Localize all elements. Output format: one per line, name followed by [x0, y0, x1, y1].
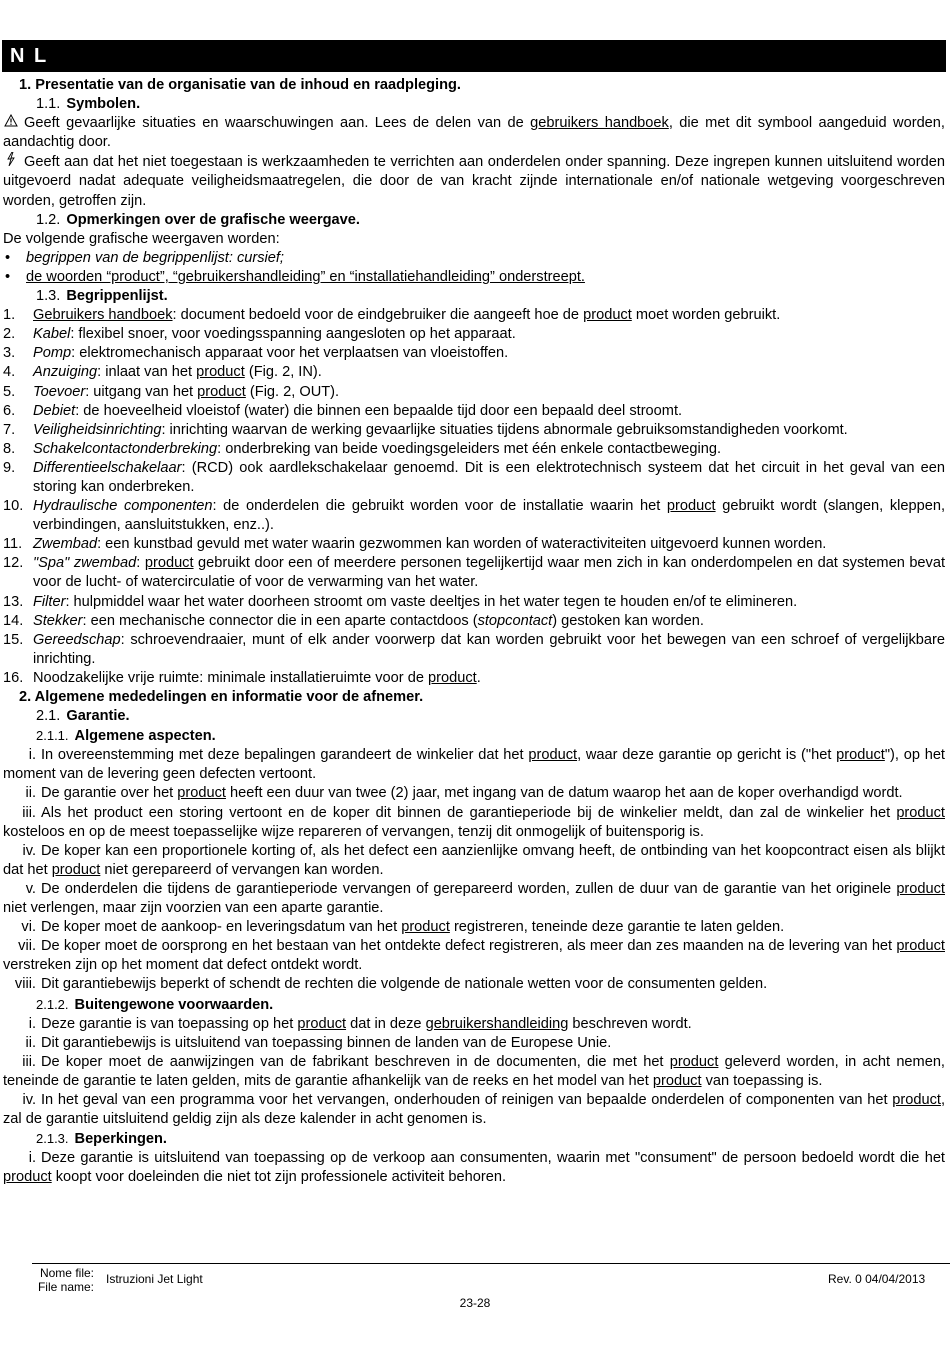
glossary-item: 16. Noodzakelijke vrije ruimte: minimale installatieruimte voor de product. [3, 669, 481, 686]
page-number: 23-28 [459, 1296, 491, 1310]
clause-item: i. In overeenstemming met deze bepalingen garandeert de winkelier dat het product, waar deze garantie op gericht is ("het product"), op het moment van de levering geen defecten vertoont. [3, 747, 945, 783]
section-2-1-2-heading: 2.1.2. Buitengewone voorwaarden. [36, 996, 274, 1013]
footer-file-name: Istruzioni Jet Light [106, 1272, 203, 1286]
section-2-title: 2. Algemene mededelingen en informatie voor de afnemer. [19, 689, 424, 705]
voltage-paragraph: Geeft aan dat het niet toegestaan is werkzaamheden te verrichten aan onderdelen onder spanning. Deze ingrepen kunnen uitsluitend worden uitgevoerd nadat adequate veiligheidsmaatregelen, die door de van kracht zijnde internationale en/of nationale wetgeving voorgeschreven worden, getroffen zijn. [3, 154, 945, 209]
warning-triangle-icon [3, 114, 19, 133]
glossary-item: 2. Kabel: flexibel snoer, voor voedingsspanning aangesloten op het apparaat. [3, 326, 516, 343]
glossary-item: 14. Stekker: een mechanische connector die in een aparte contactdoos (stopcontact) gestoken kan worden. [3, 612, 704, 629]
clause-item: ii. Dit garantiebewijs is uitsluitend van toepassing binnen de landen van de Europese Unie. [25, 1034, 612, 1051]
glossary-item: 3. Pomp: elektromechanisch apparaat voor het verplaatsen van vloeistoffen. [3, 345, 509, 362]
document-body [3, 76, 945, 1187]
clause-item: v. De onderdelen die tijdens de garantieperiode vervangen of gerepareerd worden, zullen de duur van de garantie van het originele product niet verlengen, maar zijn voorzien van een aparte garantie. [3, 880, 945, 917]
footer-divider [32, 1263, 950, 1264]
glossary-item: 10. Hydraulische componenten: de onderdelen die gebruikt worden voor de installatie waarin het product gebruikt wordt (slangen, kleppen, verbindingen, aansluitstukken, enz..). [3, 498, 945, 534]
glossary-item: 12. "Spa" zwembad: product gebruikt door een of meerdere personen tegelijkertijd waar men zich in kan onderdompelen en dat systemen bevat voor de lucht- of watercirculatie of voor de verwarming van het water. [3, 555, 946, 591]
glossary-item: 7. Veiligheidsinrichting: inrichting waarvan de werking gevaarlijke situaties tijdens abnormale gebruiksomstandigheden voorkomt. [3, 421, 848, 438]
glossary-item: 13. Filter: hulpmiddel waar het water doorheen stroomt om vaste deeltjes in het water tegen te houden en/of te elimineren. [3, 593, 798, 610]
clause-item: iv. In het geval van een programma voor het vervangen, onderhouden of reinigen van bepaalde onderdelen of componenten van het product, zal de garantie uitsluitend geldig zijn als deze kalender in acht genomen is. [3, 1091, 945, 1128]
clause-item: iv. De koper kan een proportionele korting of, als het defect een aanzienlijke omvang heeft, de ontbinding van het koopcontract eisen als blijkt dat het product niet gerepareerd of vervangen kan worden. [3, 842, 945, 878]
glossary-item: 6. Debiet: de hoeveelheid vloeistof (water) die binnen een bepaalde tijd door een bepaald deel stroomt. [3, 402, 683, 419]
clause-item: iii. De koper moet de aanwijzingen van de fabrikant beschreven in de documenten, die met het product geleverd worden, in acht nemen, teneinde de garantie te laten gelden, mits de garantie afhankelijk van de reeks en het model van het product van toepassing is. [3, 1053, 945, 1089]
clause-item: viii. Dit garantiebewijs beperkt of schendt de rechten die volgende de nationale wetten voor de consumenten gelden. [14, 976, 768, 993]
section-2-1-1-heading: 2.1.1. Algemene aspecten. [36, 728, 216, 745]
clause-item: vii. De koper moet de oorsprong en het bestaan van het ontdekte defect registreren, als meer dan zes maanden na de levering van het product verstreken zijn op het moment dat defect ontdekt wordt. [3, 938, 945, 974]
list-item: • begrippen van de begrippenlijst: cursief; [5, 249, 284, 266]
section-2-1-heading: 2.1. Garantie. [36, 708, 130, 725]
glossary-item: 11. Zwembad: een kunstbad gevuld met water waarin gezwommen kan worden of wateractiviteiten uitgevoerd kunnen worden. [3, 536, 827, 553]
clause-item: ii. De garantie over het product heeft een duur van twee (2) jaar, met ingang van de datum waarop het aan de koper overhandigd wordt. [25, 785, 903, 802]
section-2-1-3-heading: 2.1.3. Beperkingen. [36, 1131, 167, 1148]
language-header-bar [2, 40, 946, 72]
glossary-item: 9. Differentieelschakelaar: (RCD) ook aardlekschakelaar genoemd. Dit is een elektrotechnisch systeem dat het circuit in het geval van een storing kan onderbreken. [3, 459, 945, 495]
clause-item: i. Deze garantie is van toepassing op het product dat in deze gebruikershandleiding beschreven wordt. [28, 1015, 692, 1032]
clause-item: vi. De koper moet de aankoop- en leveringsdatum van het product registreren, teneinde deze garantie te laten gelden. [21, 919, 785, 936]
clause-item: i. Deze garantie is uitsluitend van toepassing op de verkoop aan consumenten, waarin met "consument" de persoon bedoeld wordt die het product koopt voor doeleinden die niet tot zijn professionele activiteit behoren. [3, 1150, 945, 1186]
glossary-item: 4. Anzuiging: inlaat van het product (Fig. 2, IN). [3, 364, 322, 381]
clause-item: iii. Als het product een storing vertoont en de koper dit binnen de garantieperiode bij de winkelier meldt, dan zal de winkelier het product kosteloos en op de meest toepasselijke wijze repareren of vervangen, tenzij dit onmogelijk of buitensporig is. [3, 804, 945, 840]
glossary-item: 8. Schakelcontactonderbreking: onderbreking van beide voedingsgeleiders met één enkele contactbeweging. [3, 440, 721, 457]
section-1-title: 1. Presentatie van de organisatie van de inhoud en raadpleging. [19, 77, 461, 93]
warning-paragraph: Geeft gevaarlijke situaties en waarschuwingen aan. Lees de delen van de gebruikers handboek, die met dit symbool aangeduid worden, aandachtig door. [3, 115, 945, 151]
graphics-intro: De volgende grafische weergaven worden: [3, 230, 280, 247]
language-code: N L [10, 45, 49, 67]
footer-revision: Rev. 0 04/04/2013 [828, 1272, 926, 1286]
glossary-item: 5. Toevoer: uitgang van het product (Fig. 2, OUT). [3, 383, 340, 400]
section-1-1-heading: 1.1. Symbolen. [36, 96, 141, 113]
glossary-item: 15. Gereedschap: schroevendraaier, munt of elk ander voorwerp dat kan worden gebruikt voor het bewegen van een schroef of vergelijkbare inrichting. [3, 631, 945, 667]
footer-file-label: Nome file: File name: [37, 1266, 94, 1294]
glossary-item: 1. Gebruikers handboek: document bedoeld voor de eindgebruiker die aangeeft hoe de product moet worden gebruikt. [3, 307, 781, 324]
section-1-2-heading: 1.2. Opmerkingen over de grafische weergave. [36, 211, 360, 228]
section-1-3-heading: 1.3. Begrippenlijst. [36, 288, 168, 305]
list-item: • de woorden “product”, “gebruikershandleiding” en “installatiehandleiding” onderstreept. [5, 268, 585, 285]
lightning-icon [3, 152, 19, 172]
